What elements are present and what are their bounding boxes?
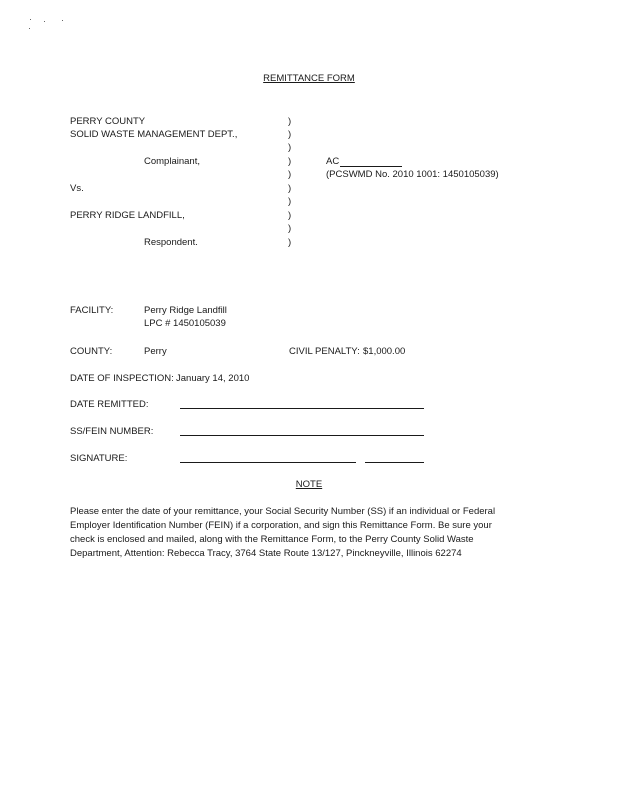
caption-paren: ): [288, 169, 292, 180]
note-heading: NOTE: [295, 479, 323, 490]
facility-label: FACILITY:: [70, 305, 114, 316]
case-number-line: [340, 166, 402, 167]
caption-respondent: Respondent.: [144, 237, 198, 248]
case-number-prefix: AC: [326, 156, 340, 167]
facility-name: Perry Ridge Landfill: [144, 305, 227, 316]
date-remitted-label: DATE REMITTED:: [70, 399, 149, 410]
scan-speck: [30, 19, 31, 20]
caption-paren: ): [288, 223, 292, 234]
date-remitted-field[interactable]: [180, 408, 424, 409]
caption-department: SOLID WASTE MANAGEMENT DEPT.,: [70, 129, 238, 140]
signature-field[interactable]: [180, 462, 356, 463]
caption-respondent-name: PERRY RIDGE LANDFILL,: [70, 210, 185, 221]
caption-paren: ): [288, 116, 292, 127]
caption-paren: ): [288, 142, 292, 153]
county-value: Perry: [144, 346, 167, 357]
caption-paren: ): [288, 196, 292, 207]
ss-fein-label: SS/FEIN NUMBER:: [70, 426, 154, 437]
ss-fein-field[interactable]: [180, 435, 424, 436]
signature-date-field[interactable]: [365, 462, 424, 463]
scan-speck: [62, 20, 63, 21]
inspection-date-value: January 14, 2010: [176, 373, 250, 384]
county-label: COUNTY:: [70, 346, 113, 357]
note-line: Please enter the date of your remittance, your Social Security Number (SS) if an individual or Federal: [70, 506, 496, 517]
note-line: check is enclosed and mailed, along with the Remittance Form, to the Perry County Solid Waste: [70, 534, 474, 545]
scan-speck: [44, 21, 45, 22]
civil-penalty-label: CIVIL PENALTY:: [289, 346, 360, 357]
scan-speck: [29, 28, 30, 29]
signature-label: SIGNATURE:: [70, 453, 128, 464]
note-body: [70, 505, 540, 561]
note-line: Employer Identification Number (FEIN) if a corporation, and sign this Remittance Form. Be sure your: [70, 520, 492, 531]
form-title: REMITTANCE FORM: [263, 73, 355, 84]
caption-versus: Vs.: [70, 183, 84, 194]
caption-paren: ): [288, 210, 292, 221]
note-line: Department, Attention: Rebecca Tracy, 3764 State Route 13/127, Pinckneyville, Illinois 62274: [70, 548, 462, 559]
caption-paren: ): [288, 237, 292, 248]
civil-penalty-value: $1,000.00: [363, 346, 406, 357]
caption-paren: ): [288, 183, 292, 194]
facility-lpc: LPC # 1450105039: [144, 318, 226, 329]
caption-paren: ): [288, 129, 292, 140]
caption-paren: ): [288, 156, 292, 167]
caption-complainant: Complainant,: [144, 156, 200, 167]
caption-county: PERRY COUNTY: [70, 116, 146, 127]
case-number-detail: (PCSWMD No. 2010 1001: 1450105039): [326, 169, 499, 180]
inspection-date-label: DATE OF INSPECTION:: [70, 373, 174, 384]
